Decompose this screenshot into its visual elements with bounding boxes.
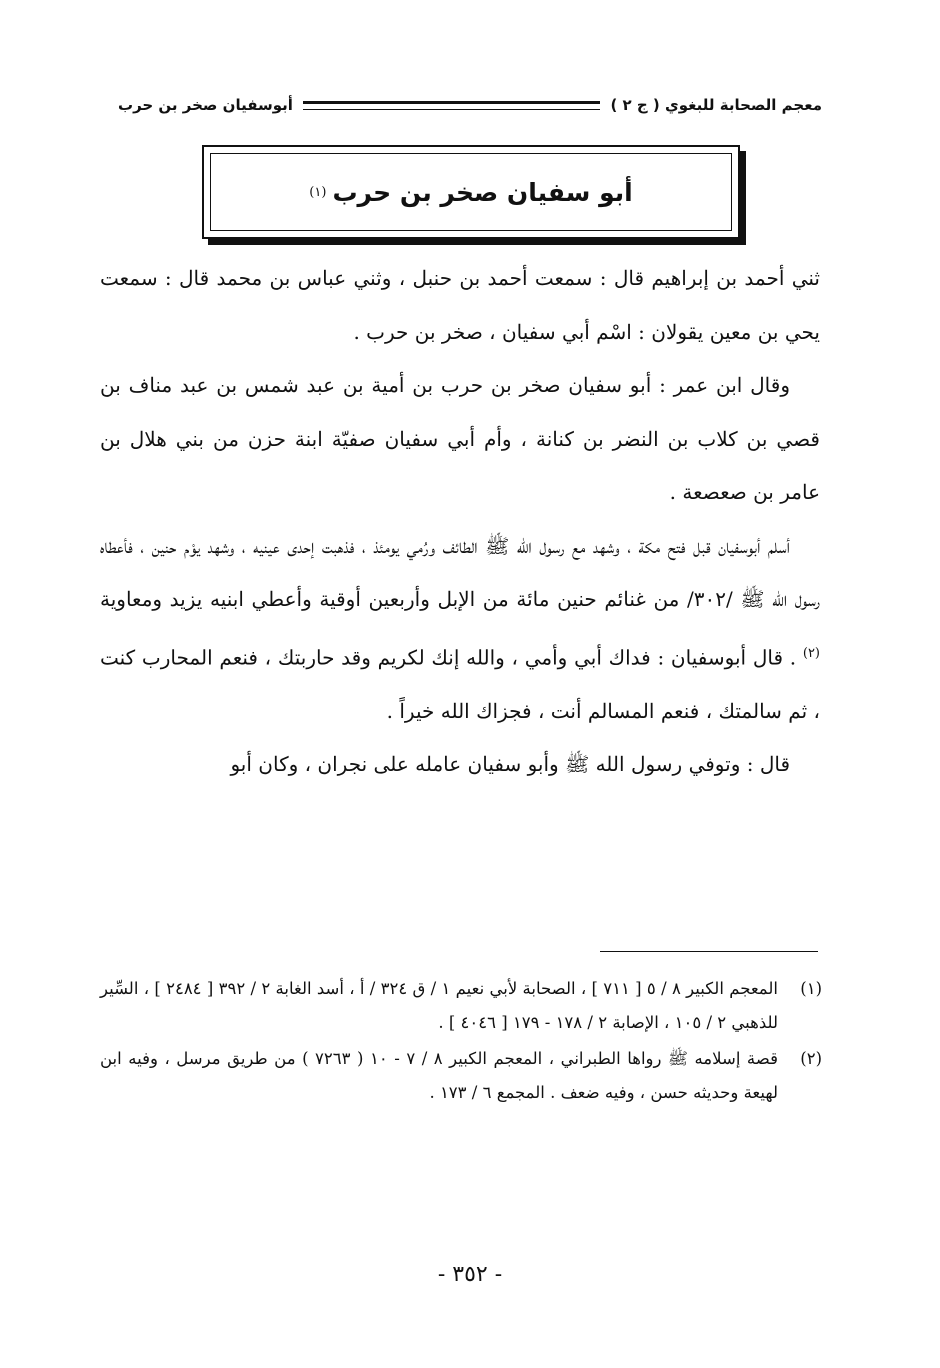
paragraph-3-part-2: . قال أبوسفيان : فداك أبي وأمي ، والله إنك لكريم وقد حاربتك ، فنعم المحارب كنت ، ثم سالمتك ، فنعم المسالم أنت ، فجزاك الله خيراً . xyxy=(100,645,820,723)
paragraph-3-part-1: أسلم أبوسفيان قبل فتح مكة ، وشهد مع رسول الله ﷺ الطائف ورُمي يومئذ ، فذهبت إحدى عينيه ، وشهد يوْم حنين ، فأعطاه رسول الله ﷺ /٣٠٢/ من غنائم حنين مائة من الإبل وأربعين أوقية وأعطي ابنيه يزيد ومعاوية xyxy=(100,533,820,611)
footnote-1 xyxy=(100,972,822,1040)
entry-title: أبو سفيان صخر بن حرب xyxy=(332,177,633,207)
running-header xyxy=(118,90,822,120)
header-book-title: معجم الصحابة للبغوي ( ج ٢ ) xyxy=(610,96,822,114)
title-footnote-ref: (١) xyxy=(309,184,327,200)
paragraph-1: ثني أحمد بن إبراهيم قال : سمعت أحمد بن حنبل ، وثني عباس بن محمد قال : سمعت يحي بن معين يقولان : اسْم أبي سفيان ، صخر بن حرب . xyxy=(100,266,820,344)
page-number: - ٣٥٢ - xyxy=(437,1262,503,1287)
footnote-number: (٢) xyxy=(800,1049,822,1068)
footnote-separator xyxy=(600,951,818,952)
body-text xyxy=(100,252,820,792)
footnote-2 xyxy=(100,1042,822,1110)
paragraph-2: وقال ابن عمر : أبو سفيان صخر بن حرب بن أمية بن عبد شمس بن عبد مناف بن قصي بن كلاب بن النضر بن كنانة ، وأم أبي سفيان صفيّة ابنة حزن من بني هلال بن عامر بن صعصعة . xyxy=(100,373,820,504)
paragraph-3 xyxy=(100,520,820,739)
header-rule xyxy=(303,101,601,110)
paragraph-4: قال : وتوفي رسول الله ﷺ وأبو سفيان عامله على نجران ، وكان أبو xyxy=(230,752,790,777)
entry-title-frame xyxy=(210,153,732,231)
footnotes xyxy=(100,972,822,1112)
entry-title-box xyxy=(202,145,740,239)
footnote-text: قصة إسلامه ﷺ رواها الطبراني ، المعجم الكبير ٨ / ٧ - ١٠ ( ٧٢٦٣ ) من طريق مرسل ، وفيه ابن لهيعة وحديثه حسن ، وفيه ضعف . المجمع ٦ / ١٧٣ . xyxy=(100,1049,778,1102)
header-entry-title: أبوسفيان صخر بن حرب xyxy=(118,96,293,114)
footnote-number: (١) xyxy=(800,979,822,998)
footnote-text: المعجم الكبير ٨ / ٥ [ ٧١١ ] ، الصحابة لأبي نعيم ١ / ق ٣٢٤ / أ ، أسد الغابة ٢ / ٣٩٢ [ ٢٤٨٤ ] ، السِّير للذهبي ٢ / ١٠٥ ، الإصابة ٢ / ١٧٨ - ١٧٩ [ ٤٠٤٦ ] . xyxy=(100,979,778,1032)
footnote-ref-2: (٢) xyxy=(802,645,820,661)
